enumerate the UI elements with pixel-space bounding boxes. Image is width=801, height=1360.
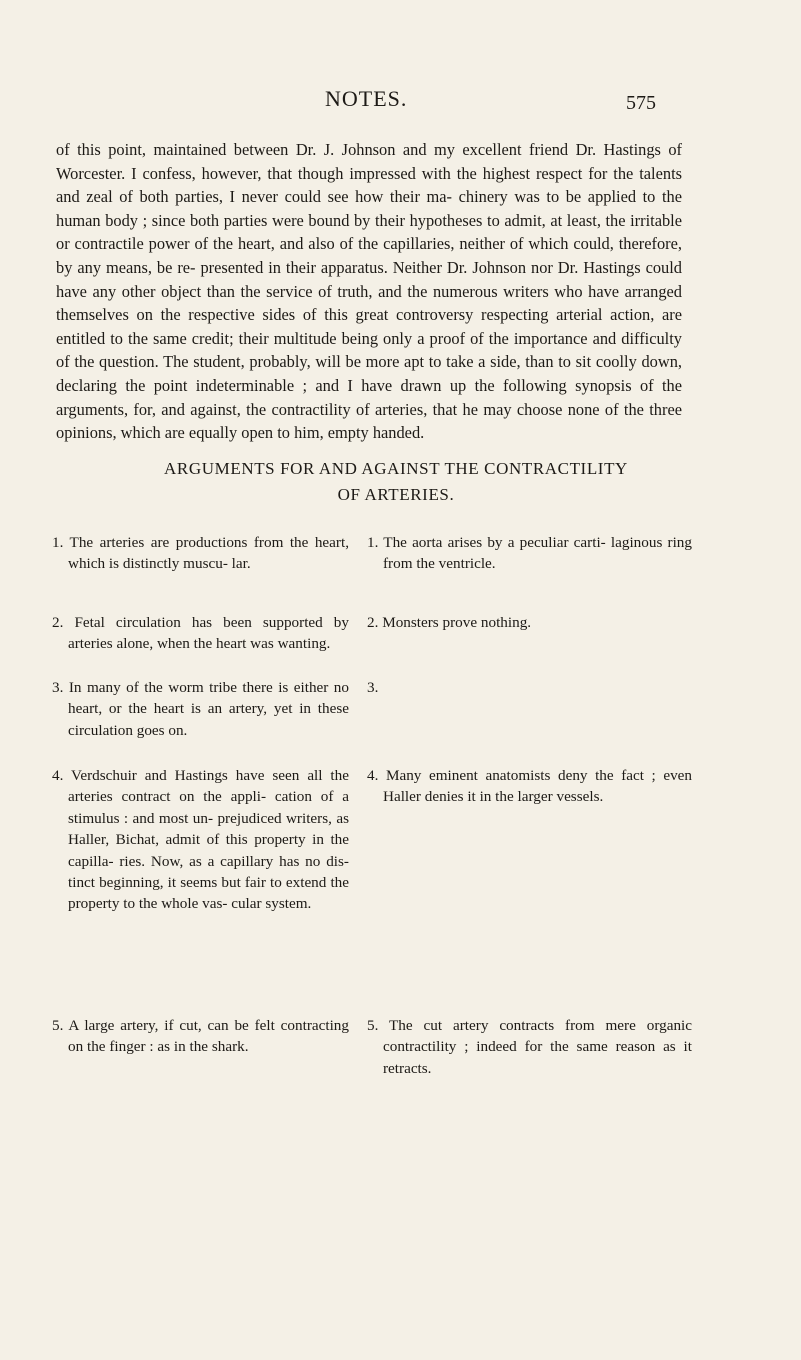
- argument-for: 3. In many of the worm tribe there is either no heart, or the heart is an artery, yet in these circulation goes on.: [52, 679, 349, 739]
- running-head: [0, 86, 801, 116]
- section-heading-line-2: OF ARTERIES.: [337, 485, 455, 504]
- intro-paragraph: of this point, maintained between Dr. J. Johnson and my excellent friend Dr. Hastings of Worcester. I confess, however, that though impressed with the highest respect for the talents and zeal of both parties, I never could see how their ma- chinery was to be applied to the human body ; since both parties were bound by their hypotheses to admit, at least, the irritable or contractile power of the heart, and also of the capillaries, neither of which could, therefore, by any means, be re- presented in their apparatus. Neither Dr. Johnson nor Dr. Hastings could have any other object than the service of truth, and the numerous writers who have arranged themselves on the respective sides of this great controversy respecting arterial action, are entitled to the same credit; their multitude being only a proof of the importance and difficulty of the question. The student, probably, will be more apt to take a side, than to sit coolly down, declaring the point indeterminable ; and I have drawn up the following synopsis of the arguments, for, and against, the contractility of arteries, that he may choose none of the three opinions, which are equally open to him, empty handed.: [56, 140, 682, 443]
- section-heading: [56, 456, 736, 508]
- argument-row: [52, 677, 692, 765]
- argument-against: 5. The cut artery contracts from mere organic contractility ; indeed for the same reason as it retracts.: [367, 1017, 692, 1077]
- page-number: 575: [626, 92, 656, 114]
- argument-against: 4. Many eminent anatomists deny the fact ; even Haller denies it in the larger vessels.: [367, 767, 692, 806]
- arguments-table: [52, 532, 692, 1105]
- argument-row: [52, 1015, 692, 1105]
- argument-row: [52, 765, 692, 1015]
- argument-for: 1. The arteries are productions from the heart, which is distinctly muscu- lar.: [52, 534, 349, 573]
- argument-for: 2. Fetal circulation has been supported by arteries alone, when the heart was wanting.: [52, 614, 349, 653]
- argument-against: 3.: [367, 679, 379, 696]
- argument-for: 4. Verdschuir and Hastings have seen all the arteries contract on the appli- cation of a stimulus : and most un- prejudiced writers, as Haller, Bichat, admit of this property in the capilla- ries. Now, as a capillary has no dis- tinct beginning, it seems but fair to extend the property to the whole vas- cular system.: [52, 767, 349, 913]
- section-heading-line-1: ARGUMENTS FOR AND AGAINST THE CONTRACTILITY: [164, 459, 628, 478]
- argument-against: 2. Monsters prove nothing.: [367, 614, 532, 631]
- running-title: NOTES.: [325, 86, 408, 111]
- argument-against: 1. The aorta arises by a peculiar carti- laginous ring from the ventricle.: [367, 534, 692, 573]
- argument-for: 5. A large artery, if cut, can be felt contracting on the finger : as in the shark.: [52, 1017, 349, 1056]
- argument-row: [52, 612, 692, 677]
- argument-row: [52, 532, 692, 612]
